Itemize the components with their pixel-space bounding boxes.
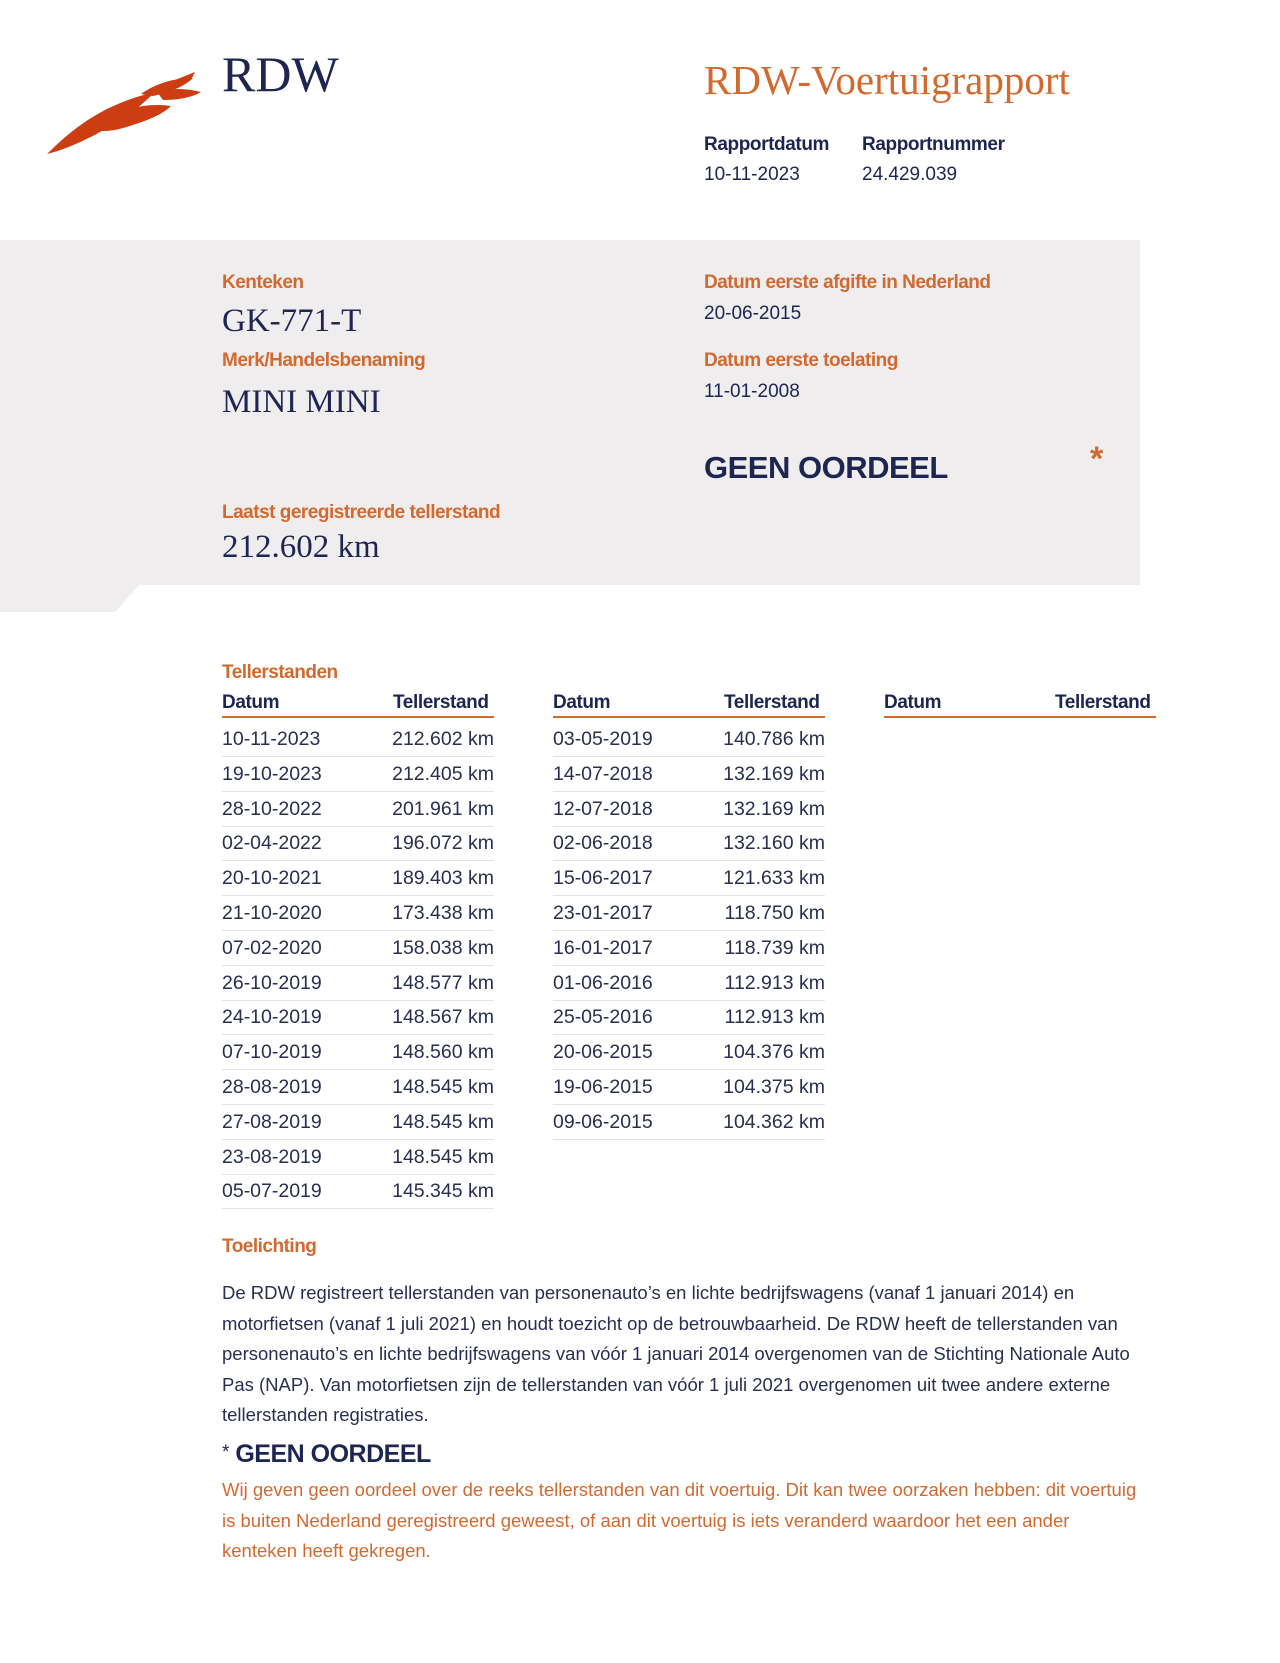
odometer-date: 02-04-2022 <box>222 832 322 855</box>
odometer-date: 07-10-2019 <box>222 1041 322 1064</box>
odometer-reading: 196.072 km <box>392 832 494 855</box>
odometer-reading: 212.405 km <box>392 762 494 785</box>
odometer-date: 25-05-2016 <box>553 1006 653 1029</box>
odometer-reading: 132.169 km <box>723 797 825 820</box>
odometer-reading: 201.961 km <box>392 797 494 820</box>
report-number-label: Rapportnummer <box>862 134 1005 155</box>
report-number-value: 24.429.039 <box>862 164 958 185</box>
odometer-row <box>553 931 825 966</box>
odometer-date: 20-06-2015 <box>553 1041 653 1064</box>
odometer-date: 21-10-2020 <box>222 902 322 924</box>
notes-text: De RDW registreert tellerstanden van personenauto’s en lichte bedrijfswagens (vanaf 1 januari 2014) en motorfietsen (vanaf 1 juli 2021) en houdt toezicht op de betrouwbaarheid. De RDW heeft de tellerstanden van personenauto’s en lichte bedrijfswagens van vóór 1 januari 2014 overgenomen van de Stichting Nationale Auto Pas (NAP). Van motorfietsen zijn de tellerstanden van vóór 1 juli 2021 overgenomen uit twee andere externe tellerstanden registraties. <box>222 1282 1130 1425</box>
no-verdict-asterisk: * <box>222 1442 229 1463</box>
odometer-reading: 148.567 km <box>392 1006 494 1029</box>
odometer-date: 16-01-2017 <box>553 936 653 959</box>
odometer-date: 15-06-2017 <box>553 867 653 890</box>
first-issue-value: 20-06-2015 <box>704 303 802 324</box>
odometer-reading: 148.560 km <box>392 1041 494 1064</box>
odometer-reading: 112.913 km <box>724 971 825 994</box>
odometer-reading: 118.750 km <box>724 902 825 924</box>
odometer-date: 28-10-2022 <box>222 797 322 820</box>
plate-value: GK-771-T <box>222 303 362 339</box>
odometer-reading: 112.913 km <box>724 1006 825 1029</box>
odometer-reading: 140.786 km <box>723 728 825 750</box>
odometer-row <box>222 966 494 1001</box>
verdict-badge: GEEN OORDEEL <box>704 450 948 485</box>
odometer-date: 14-07-2018 <box>553 762 653 785</box>
report-date-label: Rapportdatum <box>704 134 830 155</box>
odometer-reading: 189.403 km <box>392 867 494 890</box>
odometer-date: 26-10-2019 <box>222 971 322 994</box>
odometer-reading: 145.345 km <box>392 1180 494 1203</box>
odometer-reading: 148.545 km <box>392 1110 494 1133</box>
odometer-row <box>553 1035 825 1070</box>
first-issue-label: Datum eerste afgifte in Nederland <box>704 272 991 293</box>
col2-header-rule <box>553 716 825 718</box>
odometer-date: 07-02-2020 <box>222 936 322 959</box>
odometer-reading: 104.375 km <box>723 1076 825 1098</box>
brand-name: RDW <box>222 46 339 102</box>
first-admission-label: Datum eerste toelating <box>704 350 898 371</box>
odometer-reading: 121.633 km <box>723 867 825 890</box>
odometer-row <box>222 722 494 757</box>
odometer-reading: 118.739 km <box>724 936 825 959</box>
odometer-row <box>553 826 825 861</box>
col3-header-reading: Tellerstand <box>1055 692 1151 713</box>
verdict-asterisk: * <box>1090 440 1104 478</box>
odometer-row <box>553 1000 825 1035</box>
col1-header-reading: Tellerstand <box>393 692 489 713</box>
brand-value: MINI MINI <box>222 384 381 420</box>
odometer-date: 23-01-2017 <box>553 902 653 924</box>
odometer-reading: 132.169 km <box>723 762 825 785</box>
report-title: RDW-Voertuigrapport <box>704 57 1070 103</box>
last-odometer-value: 212.602 km <box>222 529 380 565</box>
odometer-date: 05-07-2019 <box>222 1180 322 1203</box>
odometer-date: 19-06-2015 <box>553 1076 653 1098</box>
odometer-row <box>222 1174 494 1209</box>
odometer-date: 12-07-2018 <box>553 797 653 820</box>
no-verdict-title: GEEN OORDEEL <box>235 1440 431 1468</box>
odometer-row <box>222 861 494 896</box>
odometer-reading: 173.438 km <box>392 902 494 924</box>
odometer-date: 02-06-2018 <box>553 832 653 855</box>
odometer-row <box>222 757 494 792</box>
odometer-date: 28-08-2019 <box>222 1076 322 1098</box>
odometer-reading: 158.038 km <box>392 936 494 959</box>
col2-header-reading: Tellerstand <box>724 692 820 713</box>
odometer-row <box>222 1140 494 1175</box>
odometer-row <box>553 757 825 792</box>
odometer-date: 24-10-2019 <box>222 1006 322 1029</box>
odometer-row <box>553 861 825 896</box>
odometer-row <box>553 722 825 757</box>
no-verdict-text: Wij geven geen oordeel over de reeks tellerstanden van dit voertuig. Dit kan twee oorzaken hebben: dit voertuig is buiten Nederland geregistreerd geweest, of aan dit voertuig is iets veranderd waardoor het een ander kenteken heeft gekregen. <box>222 1479 1137 1561</box>
odometer-row <box>222 1105 494 1140</box>
plate-label: Kenteken <box>222 272 304 293</box>
odometer-row <box>553 1105 825 1140</box>
odometer-row <box>553 1070 825 1105</box>
odometer-reading: 148.545 km <box>392 1145 494 1168</box>
last-odometer-label: Laatst geregistreerde tellerstand <box>222 502 501 523</box>
odometer-date: 09-06-2015 <box>553 1110 653 1133</box>
odometer-reading: 104.362 km <box>723 1110 825 1133</box>
rdw-logo-icon <box>45 70 205 160</box>
col2-header-date: Datum <box>553 692 611 713</box>
odometer-row <box>222 896 494 931</box>
col1-header-date: Datum <box>222 692 280 713</box>
odometer-row <box>222 1035 494 1070</box>
odometer-date: 27-08-2019 <box>222 1110 322 1133</box>
odometer-row <box>222 1000 494 1035</box>
odometer-reading: 212.602 km <box>392 728 494 750</box>
col3-header-date: Datum <box>884 692 942 713</box>
odometer-row <box>222 931 494 966</box>
odometer-row <box>553 792 825 827</box>
odometer-reading: 148.545 km <box>392 1076 494 1098</box>
odometer-date: 19-10-2023 <box>222 762 322 785</box>
col1-header-rule <box>222 716 494 718</box>
panel-notch <box>0 584 140 612</box>
odometer-date: 10-11-2023 <box>222 728 321 750</box>
report-date-value: 10-11-2023 <box>704 164 800 185</box>
odometer-reading: 132.160 km <box>723 832 825 855</box>
col3-header-rule <box>884 716 1156 718</box>
odometer-row <box>222 1070 494 1105</box>
notes-title: Toelichting <box>222 1236 317 1257</box>
no-verdict-heading <box>222 1440 431 1469</box>
odometer-reading: 148.577 km <box>392 971 494 994</box>
odometer-date: 01-06-2016 <box>553 971 653 994</box>
odometer-row <box>222 792 494 827</box>
odometer-row <box>553 966 825 1001</box>
odometer-section-title: Tellerstanden <box>222 662 338 683</box>
odometer-date: 03-05-2019 <box>553 728 653 750</box>
odometer-date: 23-08-2019 <box>222 1145 322 1168</box>
brand-label: Merk/Handelsbenaming <box>222 350 426 371</box>
odometer-reading: 104.376 km <box>723 1041 825 1064</box>
odometer-row <box>222 826 494 861</box>
odometer-date: 20-10-2021 <box>222 867 322 890</box>
odometer-row <box>553 896 825 931</box>
first-admission-value: 11-01-2008 <box>704 381 800 402</box>
